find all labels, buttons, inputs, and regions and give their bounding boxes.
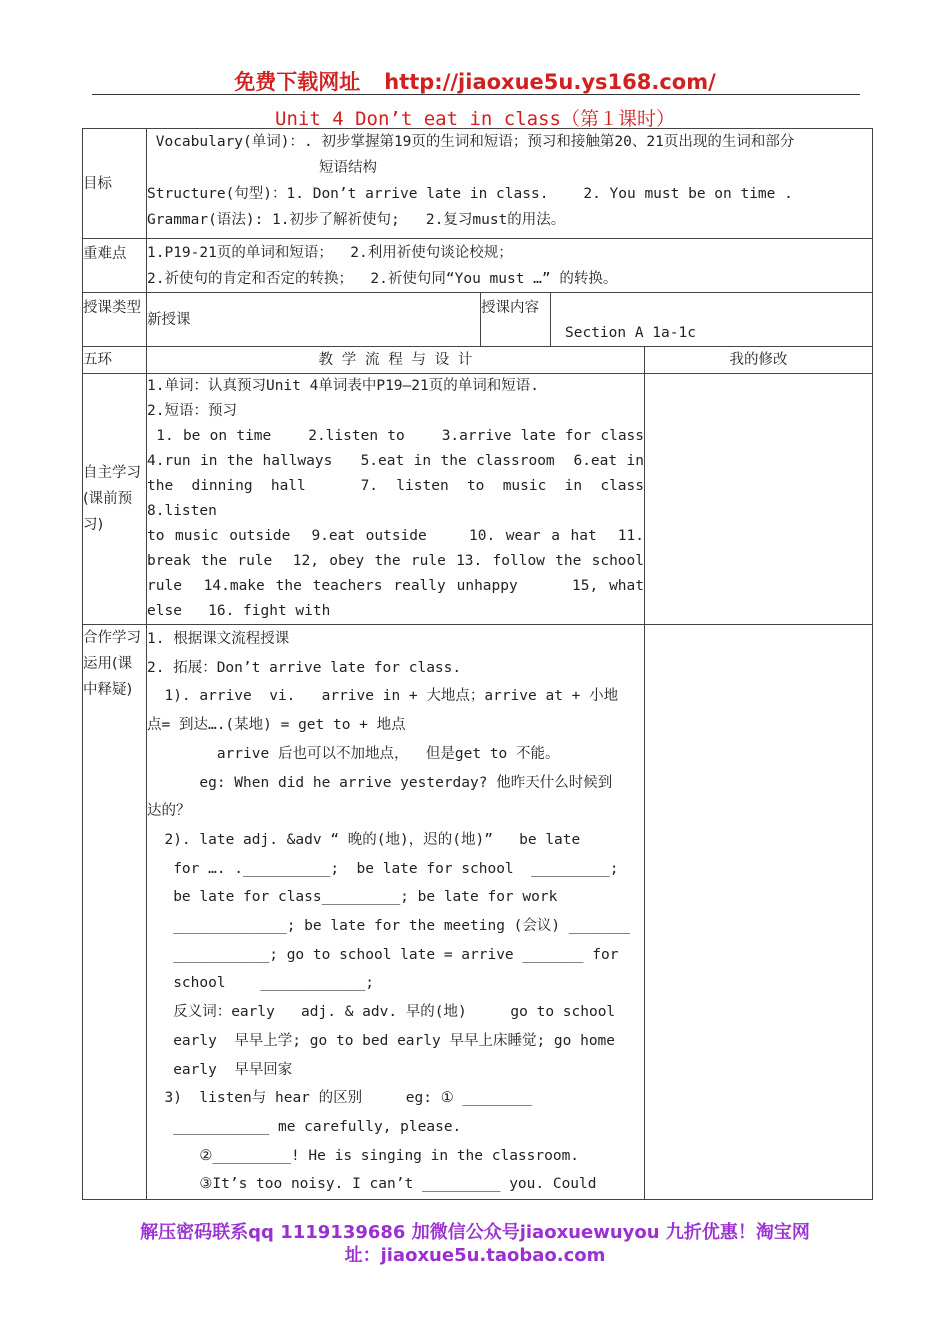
coop-line: ___________ me carefully, please. [147, 1118, 462, 1135]
column-head-notes: 我的修改 [645, 347, 873, 374]
self-study-notes [645, 374, 873, 625]
column-head-design: 教 学 流 程 与 设 计 [147, 347, 645, 374]
footer-shop-link[interactable]: 址：jiaoxue5u.taobao.com [344, 1245, 606, 1266]
document-title: Unit 4 Don’t eat in class（第１课时） [275, 108, 675, 130]
footer-contact: 解压密码联系qq 1119139686 加微信公众号jiaoxuewuyou 九折优惠！淘宝网 [140, 1222, 810, 1243]
header-rule [92, 94, 860, 95]
self-study-line: else 16. fight with [147, 603, 331, 619]
goal-line: Vocabulary(单词)：. 初步掌握第19页的生词和短语；预习和接触第20、21页出现的生词和部分 [147, 134, 795, 150]
coop-line: 点= 到达….(某地) = get to + 地点 [147, 717, 406, 734]
coop-line: be late for class_________; be late for work [147, 889, 558, 906]
goal-line: 短语结构 [319, 160, 377, 176]
coop-line: school ____________; [147, 975, 374, 992]
self-study-line: the dinning hall 7. listen to music in class 8.listen [147, 478, 671, 519]
coop-notes [645, 625, 873, 1200]
coop-line: ___________; go to school late = arrive _______ for [147, 946, 619, 963]
header-label: 免费下载网址 [234, 70, 361, 94]
coop-line: _____________; be late for the meeting (会议) _______ [147, 918, 630, 935]
coop-content [147, 625, 645, 1200]
self-study-line: rule 14.make the teachers really unhappy 15, what [147, 578, 644, 594]
self-study-line: 1. be on time 2.listen to 3.arrive late for class [147, 428, 645, 444]
coop-line: 1). arrive vi. arrive in + 大地点；arrive at + 小地 [147, 688, 619, 705]
difficulty-line: 2.祈使句的肯定和否定的转换； 2.祈使句同“You must …” 的转换。 [147, 271, 618, 287]
self-study-line: break the rule 12, obey the rule 13. follow the school [147, 553, 644, 569]
difficulty-label: 重难点 [83, 239, 147, 293]
header-download-link[interactable] [0, 66, 950, 96]
type-label: 授课类型 [83, 293, 147, 347]
coop-line: 2). late adj. &adv “ 晚的(地)，迟的(地)” be late [147, 831, 581, 848]
difficulty-line: 1.P19-21页的单词和短语； 2.利用祈使句谈论校规； [147, 245, 513, 261]
self-study-label: 自主学习(课前预习) [83, 374, 147, 625]
self-study-line: to music outside 9.eat outside 10. wear a hat 11. [147, 528, 644, 544]
coop-line: early 早早上学; go to bed early 早早上床睡觉; go home [147, 1032, 616, 1049]
self-study-content [147, 374, 671, 625]
self-study-line: 4.run in the hallways 5.eat in the classroom 6.eat in [147, 453, 644, 469]
column-head-stage: 五环 [83, 347, 147, 374]
coop-line: 反义词：early adj. & adv. 早的(地) go to school [147, 1004, 616, 1021]
coop-label: 合作学习运用(课中释疑) [83, 625, 147, 1200]
difficulty-row [83, 239, 873, 293]
type-value: 新授课 [147, 293, 481, 347]
type-row [83, 293, 873, 347]
coop-line: 1. 根据课文流程授课 [147, 631, 290, 647]
coop-row [83, 625, 873, 1200]
coop-line: for …. .__________; be late for school _________; [147, 860, 619, 877]
content-label: 授课内容 [481, 293, 551, 347]
coop-line: 达的？ [147, 803, 191, 820]
coop-line: early 早早回家 [147, 1061, 293, 1078]
content-value: Section A 1a-1c [551, 293, 873, 347]
self-study-line: 2.短语：预习 [147, 403, 237, 419]
coop-line: ③It’s too noisy. I can’t _________ you. Could [147, 1176, 597, 1193]
lesson-plan-table [82, 128, 873, 1200]
coop-line: arrive 后也可以不加地点， 但是get to 不能。 [147, 745, 560, 762]
goal-row [83, 129, 873, 239]
goal-line: Grammar(语法): 1.初步了解祈使句; 2.复习must的用法。 [147, 212, 566, 228]
difficulty-content [147, 239, 873, 293]
section-heading-row [83, 347, 873, 374]
coop-line: eg: When did he arrive yesterday? 他昨天什么时候到 [147, 774, 613, 791]
header-url[interactable]: http://jiaoxue5u.ys168.com/ [384, 70, 716, 94]
self-study-row [83, 374, 873, 625]
goal-line: Structure(句型)：1. Don’t arrive late in class. 2. You must be on time . [147, 186, 793, 202]
coop-line: 3) listen与 hear 的区别 eg: ① ________ [147, 1090, 533, 1107]
self-study-line: 1.单词：认真预习Unit 4单词表中P19—21页的单词和短语. [147, 378, 539, 394]
goal-content [147, 129, 873, 239]
coop-line: ②_________! He is singing in the classroom. [147, 1147, 580, 1164]
goal-label: 目标 [83, 129, 147, 239]
coop-line: 2. 拓展：Don’t arrive late for class. [147, 659, 462, 676]
